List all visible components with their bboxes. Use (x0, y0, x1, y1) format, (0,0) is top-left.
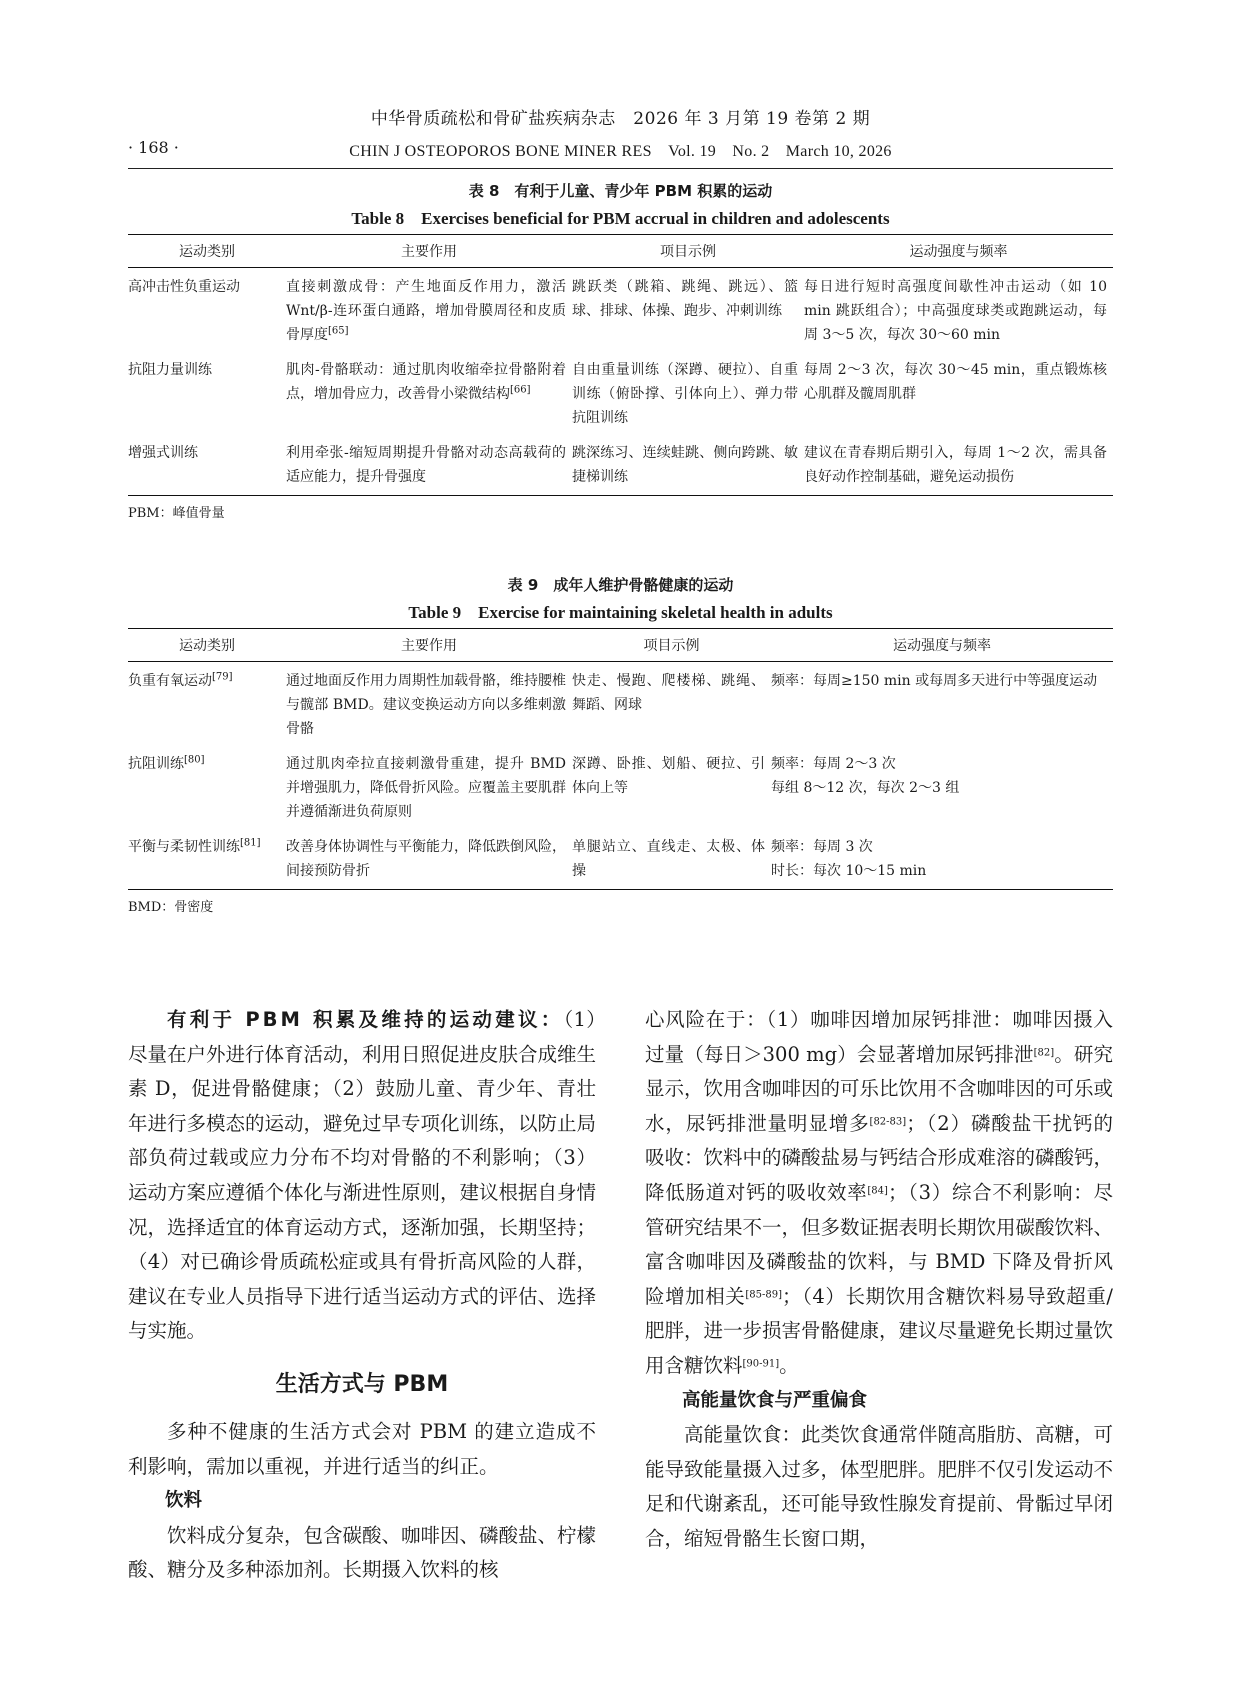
table-header-cell: 主要作用 (286, 235, 572, 268)
subsection-title: 高能量饮食与严重偏食 (682, 1389, 868, 1411)
cell-type: 高冲击性负重运动 (128, 279, 240, 295)
citation: [66] (510, 384, 531, 396)
cell-intensity: 每周 2～3 次，每次 30～45 min，重点锻炼核心肌群及髋周肌群 (804, 362, 1107, 402)
cell-effect: 通过地面反作用力周期性加载骨骼，维持腰椎与髋部 BMD。建议变换运动方向以多维刺激骨骼 (286, 673, 566, 737)
journal-title-en: CHIN J OSTEOPOROS BONE MINER RES Vol. 19 No. 2 March 10, 2026 (349, 143, 892, 160)
table-row (128, 662, 1113, 746)
left-column (128, 1003, 596, 1588)
cell-examples: 深蹲、卧推、划船、硬拉、引体向上等 (572, 756, 765, 796)
cell-intensity: 频率：每周 3 次 时长：每次 10～15 min (771, 828, 1113, 890)
cell-examples: 跳跃类（跳箱、跳绳、跳远）、篮球、排球、体操、跑步、冲刺训练 (572, 279, 798, 319)
citation: [82-83] (869, 1116, 907, 1128)
citation: [65] (328, 325, 349, 337)
table-header-row (128, 629, 1113, 662)
paragraph-lead: 有利于 PBM 积累及维持的运动建议： (167, 1008, 564, 1031)
cell-effect: 利用牵张-缩短周期提升骨骼对动态高载荷的适应能力，提升骨强度 (286, 434, 572, 496)
table-header-row (128, 235, 1113, 268)
header-rule (128, 168, 1113, 169)
table-header-cell: 主要作用 (286, 629, 572, 662)
journal-title-cn: 中华骨质疏松和骨矿盐疾病杂志 2026 年 3 月第 19 卷第 2 期 (370, 109, 871, 129)
cell-type: 抗阻力量训练 (128, 362, 212, 378)
table-header-cell: 运动强度与频率 (771, 629, 1113, 662)
paragraph: 饮料成分复杂，包含碳酸、咖啡因、磷酸盐、柠檬酸、糖分及多种添加剂。长期摄入饮料的核 (128, 1523, 597, 1582)
table-9-block (128, 572, 1113, 915)
paragraph: 有利于 PBM 积累及维持的运动建议：（1）尽量在户外进行体育活动，利用日照促进皮肤合成维生素 D，促进骨骼健康；（2）鼓励儿童、青少年、青壮年进行多模态的运动，避免过早专项化训练，以防止局部负荷过载或应力分布不均对骨骼的不利影响；（3）运动方案应遵循个体化与渐进性原则，建议根据自身情况，选择适宜的体育运动方式，逐渐加强，长期坚持；（4）对已确诊骨质疏松症或具有骨折高风险的人群，建议在专业人员指导下进行适当运动方式的评估、选择与实施。 (128, 1008, 597, 1343)
cell-type: 负重有氧运动[79] (128, 671, 233, 689)
right-column (645, 1003, 1113, 1557)
paragraph: 多种不健康的生活方式会对 PBM 的建立造成不利影响，需加以重视，并进行适当的纠正。 (128, 1419, 596, 1478)
table-9-note: BMD：骨密度 (128, 900, 214, 915)
table-header-cell: 项目示例 (572, 235, 804, 268)
cell-examples: 自由重量训练（深蹲、硬拉）、自重训练（俯卧撑、引体向上）、弹力带抗阻训练 (572, 362, 798, 426)
table-header-cell: 运动类别 (128, 629, 286, 662)
table-8 (128, 234, 1113, 496)
table-8-title-en: Table 8 Exercises beneficial for PBM accrual in children and adolescents (351, 209, 890, 228)
citation: [84] (867, 1185, 888, 1197)
table-8-title-cn: 表 8 有利于儿童、青少年 PBM 积累的运动 (468, 182, 773, 200)
cell-intensity: 频率：每周 2～3 次 每组 8～12 次，每次 2～3 组 (771, 756, 960, 796)
table-8-block (128, 178, 1113, 521)
cell-effect: 直接刺激成骨：产生地面反作用力，激活 Wnt/β-连环蛋白通路，增加骨膜周径和皮质骨厚度[65] (286, 279, 566, 343)
table-row (128, 268, 1113, 352)
citation: [80] (184, 754, 205, 766)
cell-effect: 肌肉-骨骼联动：通过肌肉收缩牵拉骨骼附着点，增加骨应力，改善骨小梁微结构[66] (286, 362, 566, 402)
citation: [82] (1033, 1047, 1055, 1059)
cell-examples: 单腿站立、直线走、太极、体操 (572, 828, 771, 890)
cell-effect: 改善身体协调性与平衡能力，降低跌倒风险，间接预防骨折 (286, 828, 572, 890)
cell-type: 增强式训练 (128, 434, 286, 496)
table-row (128, 351, 1113, 434)
paragraph: 心风险在于：（1）咖啡因增加尿钙排泄：咖啡因摄入过量（每日＞300 mg）会显著增加尿钙排泄[82]。研究显示，饮用含咖啡因的可乐比饮用不含咖啡因的可乐或水，尿钙排泄量明显增多[82-83]；（2）磷酸盐干扰钙的吸收：饮料中的磷酸盐易与钙结合形成难溶的磷酸钙，降低肠道对钙的吸收效率[84]；（3）综合不利影响：尽管研究结果不一，但多数证据表明长期饮用碳酸饮料、富含咖啡因及磷酸盐的饮料，与 BMD 下降及骨折风险增加相关[85-89]；（4）长期饮用含糖饮料易导致超重/肥胖，进一步损害骨骼健康，建议尽量避免长期过量饮用含糖饮料[90-91]。 (645, 1008, 1114, 1377)
table-header-cell: 项目示例 (572, 629, 771, 662)
table-header-cell: 运动强度与频率 (804, 235, 1113, 268)
cell-intensity: 频率：每周≥150 min 或每周多天进行中等强度运动 (771, 673, 1098, 689)
table-header-cell: 运动类别 (128, 235, 286, 268)
section-title: 生活方式与 PBM (275, 1371, 449, 1397)
table-9-title-cn: 表 9 成年人维护骨骼健康的运动 (507, 576, 734, 594)
cell-effect: 通过肌肉牵拉直接刺激骨重建，提升 BMD 并增强肌力，降低骨折风险。应覆盖主要肌群并遵循渐进负荷原则 (286, 756, 566, 820)
table-9-title-en: Table 9 Exercise for maintaining skeletal health in adults (408, 603, 833, 622)
subsection-title: 饮料 (165, 1490, 203, 1512)
citation: [79] (212, 671, 233, 683)
cell-type: 平衡与柔韧性训练[81] (128, 828, 286, 890)
table-row (128, 745, 1113, 828)
table-9 (128, 628, 1113, 890)
cell-intensity: 建议在青春期后期引入，每周 1～2 次，需具备良好动作控制基础，避免运动损伤 (804, 434, 1113, 496)
table-row (128, 828, 1113, 890)
cell-examples: 跳深练习、连续蛙跳、侧向跨跳、敏捷梯训练 (572, 434, 804, 496)
cell-examples: 快走、慢跑、爬楼梯、跳绳、舞蹈、网球 (572, 673, 765, 713)
table-row (128, 434, 1113, 496)
table-8-note: PBM：峰值骨量 (128, 506, 225, 521)
paragraph: 高能量饮食：此类饮食通常伴随高脂肪、高糖，可能导致能量摄入过多，体型肥胖。肥胖不仅引发运动不足和代谢紊乱，还可能导致性腺发育提前、骨骺过早闭合，缩短骨骼生长窗口期， (645, 1423, 1114, 1550)
citation: [90-91] (742, 1358, 780, 1370)
citation: [81] (240, 837, 261, 849)
page-number: · 168 · (128, 138, 179, 157)
cell-intensity: 每日进行短时高强度间歇性冲击运动（如 10 min 跳跃组合）；中高强度球类或跑跳运动，每周 3～5 次，每次 30～60 min (804, 279, 1107, 343)
cell-type: 抗阻训练[80] (128, 754, 205, 772)
citation: [85-89] (745, 1289, 783, 1301)
